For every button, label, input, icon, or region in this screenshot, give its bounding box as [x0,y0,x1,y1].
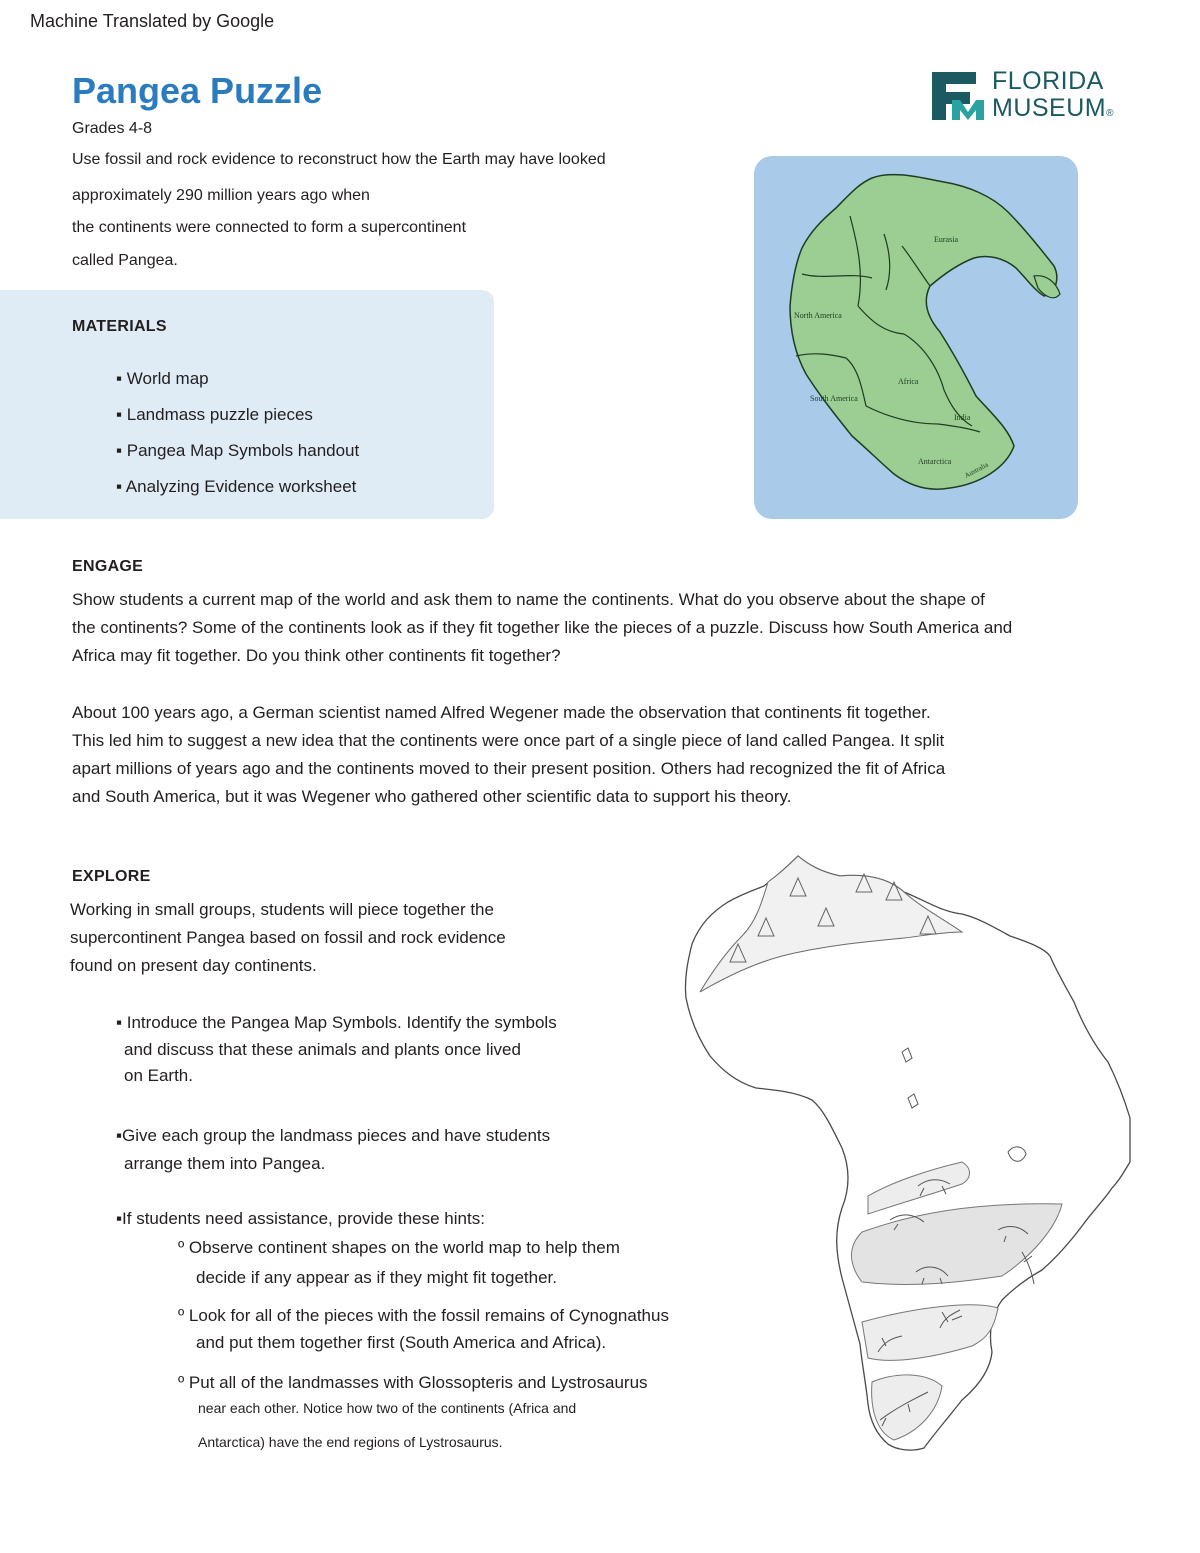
page-title: Pangea Puzzle [72,70,323,111]
label-south-america: South America [810,394,858,403]
hint-1: º Observe continent shapes on the world map to help them [178,1238,620,1257]
florida-museum-logo [930,68,1120,124]
label-india: India [954,413,971,422]
explore-intro-line: Working in small groups, students will piece together the [70,900,494,919]
pangea-map-illustration [754,156,1078,519]
materials-item: ▪ Analyzing Evidence worksheet [116,477,357,496]
engage-para2-line: and South America, but it was Wegener who gathered other scientific data to support his theory. [72,787,792,806]
intro-line-4: called Pangea. [72,252,178,269]
engage-heading: ENGAGE [72,558,144,575]
materials-item: ▪ World map [116,369,209,388]
intro-line-2: approximately 290 million years ago when [72,187,370,204]
materials-item: ▪ Pangea Map Symbols handout [116,441,360,460]
label-antarctica: Antarctica [918,457,952,466]
logo-line-museum: MUSEUM [992,94,1107,122]
grade-level: Grades 4-8 [72,120,153,137]
pangea-landmass [790,175,1057,490]
hint-2: º Look for all of the pieces with the fossil remains of Cynognathus [178,1306,669,1325]
hint-1-cont: decide if any appear as if they might fit together. [196,1268,557,1287]
engage-para1-line: Show students a current map of the world and ask them to name the continents. What do you observe about the shape of [72,590,985,609]
africa-fossil-map [672,852,1134,1456]
materials-heading: MATERIALS [72,318,167,335]
explore-bullet-2: ▪Give each group the landmass pieces and have students [116,1126,551,1145]
hint-3: º Put all of the landmasses with Glossopteris and Lystrosaurus [178,1373,648,1392]
materials-item: ▪ Landmass puzzle pieces [116,405,313,424]
translation-banner: Machine Translated by Google [30,11,275,31]
hint-3-cont: Antarctica) have the end regions of Lystrosaurus. [198,1434,503,1450]
logo-line-florida: FLORIDA [992,67,1104,95]
explore-bullet-3: ▪If students need assistance, provide these hints: [116,1209,485,1228]
intro-line-3: the continents were connected to form a supercontinent [72,219,467,236]
intro-line-1: Use fossil and rock evidence to reconstruct how the Earth may have looked [72,151,606,168]
label-north-america: North America [794,311,842,320]
engage-para2-line: About 100 years ago, a German scientist named Alfred Wegener made the observation that continents fit together. [72,703,931,722]
explore-bullet-1: ▪ Introduce the Pangea Map Symbols. Identify the symbols [116,1013,557,1032]
hint-3-cont: near each other. Notice how two of the continents (Africa and [198,1400,577,1416]
registered-mark: ® [1106,108,1114,119]
explore-bullet-1-cont: and discuss that these animals and plants once lived [124,1040,521,1059]
explore-intro-line: supercontinent Pangea based on fossil and rock evidence [70,928,506,947]
explore-heading: EXPLORE [72,868,151,885]
engage-para2-line: apart millions of years ago and the continents moved to their present position. Others had recognized the fit of Africa [72,759,946,778]
fm-monogram-icon [930,70,986,122]
label-africa: Africa [898,377,919,386]
label-australia: Australia [963,460,990,480]
pangea-map [754,156,1078,519]
explore-bullet-1-cont: on Earth. [124,1066,193,1085]
engage-para2-line: This led him to suggest a new idea that the continents were once part of a single piece of land called Pangea. It split [72,731,945,750]
engage-para1-line: the continents? Some of the continents look as if they fit together like the pieces of a puzzle. Discuss how South America and [72,618,1013,637]
engage-para1-line: Africa may fit together. Do you think other continents fit together? [72,646,561,665]
label-eurasia: Eurasia [934,235,958,244]
explore-intro-line: found on present day continents. [70,956,317,975]
hint-2-cont: and put them together first (South America and Africa). [196,1333,607,1352]
explore-bullet-2-cont: arrange them into Pangea. [124,1154,326,1173]
